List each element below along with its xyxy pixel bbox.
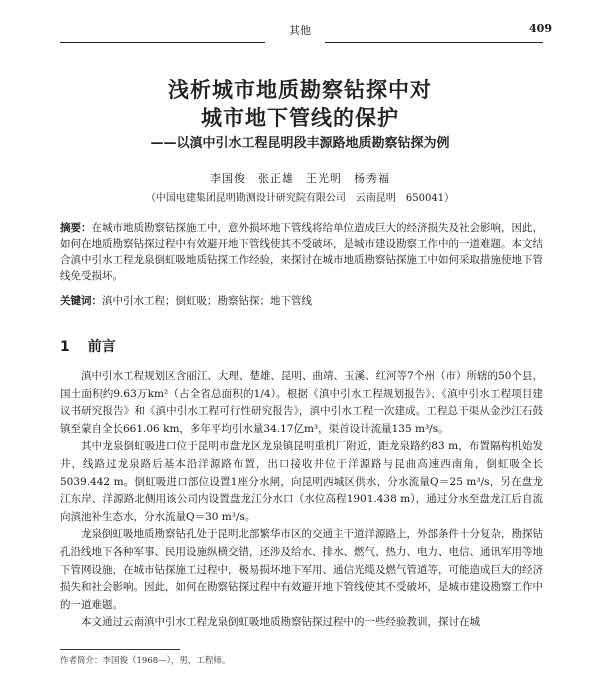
paper-title-line2: 城市地下管线的保护 [201,106,399,130]
author-footnote: 作者简介：李国俊（1968—），男，工程师。 [60,656,231,666]
paragraph-4: 本文通过云南滇中引水工程龙泉倒虹吸地质勘察钻探过程中的一些经验教训，探讨在城 [81,616,480,629]
body-text [60,368,543,632]
running-header [0,0,600,44]
section-title: 前言 [87,339,116,355]
affiliation: （中国电建集团昆明勘测设计研究院有限公司 云南昆明 650041） [145,193,455,204]
page-number: 409 [529,22,552,35]
keywords-text: 滇中引水工程；倒虹吸；勘察钻探；地下管线 [102,295,312,307]
keywords-label: 关键词： [60,295,102,307]
paragraph-2: 其中龙泉倒虹吸进口位于昆明市盘龙区龙泉镇昆明重机厂附近，距龙泉路约83 m，布置隔构机始发井，线路过龙泉路后基本沿洋源路布置，出口接收井位于洋源路与昆曲高速西南角，倒虹吸全长5039.442 m。倒虹吸进口部位设置1座分水闸，向昆明西城区供水，分水流量Q＝25 m³/s，另在盘龙江东岸、洋源路北侧用该公司内设置盘龙江分水口（水位高程1901.438 m），通过分水至盘龙江后自流向滇池补生态水，分水流量Q＝30 m³/s。 [60,440,543,523]
paper-subtitle: ——以滇中引水工程昆明段丰源路地质勘察钻探为例 [150,136,450,151]
header-rule-left [60,42,265,43]
abstract-label: 摘要： [60,222,92,234]
section-heading [60,336,116,356]
footnote-rule [60,649,180,650]
author-list: 李国俊 张正雄 王光明 杨秀福 [210,172,390,185]
paragraph-1: 滇中引水工程规划区含丽江、大理、楚雄、昆明、曲靖、玉溪、红河等7个州（市）所辖的50个县，国土面积约9.63万km²（占全省总面积的1/4）。根据《滇中引水工程规划报告》、《滇中引水工程项目建议书研究报告》和《滇中引水工程可行性研究报告》，滇中引水工程一次建成。工程总干渠从金沙江石鼓镇至蒙自全长661.06 km，多年平均引水量34.17亿m³，渠首设计流量135 m³/s。 [60,370,543,435]
header-rule-right [325,42,543,43]
paragraph-3: 龙泉倒虹吸地质勘察钻孔处于昆明北部繁华市区的交通主干道洋源路上，外部条件十分复杂，勘探钻孔沿线地下各种军事、民用设施纵横交错，还涉及给水、排水、燃气、热力、电力、电信、通讯军用等地下管网设施，在城市钻探施工过程中，极易损坏地下军用、通信光缆及燃气管道等，可能造成巨大的经济损失和社会影响。因此，如何在勘察钻探过程中有效避开地下管线使其不受破坏，是城市建设勘察工作中的一道难题。 [60,528,543,611]
paper-title-line1: 浅析城市地质勘察钻探中对 [168,78,432,102]
abstract-text: 在城市地质勘察钻探施工中，意外损坏地下管线将给单位造成巨大的经济损失及社会影响，因此，如何在地质勘察钻探过程中有效避开地下管线使其不受破坏，是城市建设勘察工作中的一道难题。本文结合滇中引水工程龙泉倒虹吸地质钻探工作经验，来探讨在城市地质勘察钻探施工中如何采取措施使地下管线免受损坏。 [60,222,543,282]
abstract [60,220,543,284]
keywords [60,293,543,308]
section-number: 1 [60,339,70,355]
header-section-name: 其他 [289,24,311,37]
